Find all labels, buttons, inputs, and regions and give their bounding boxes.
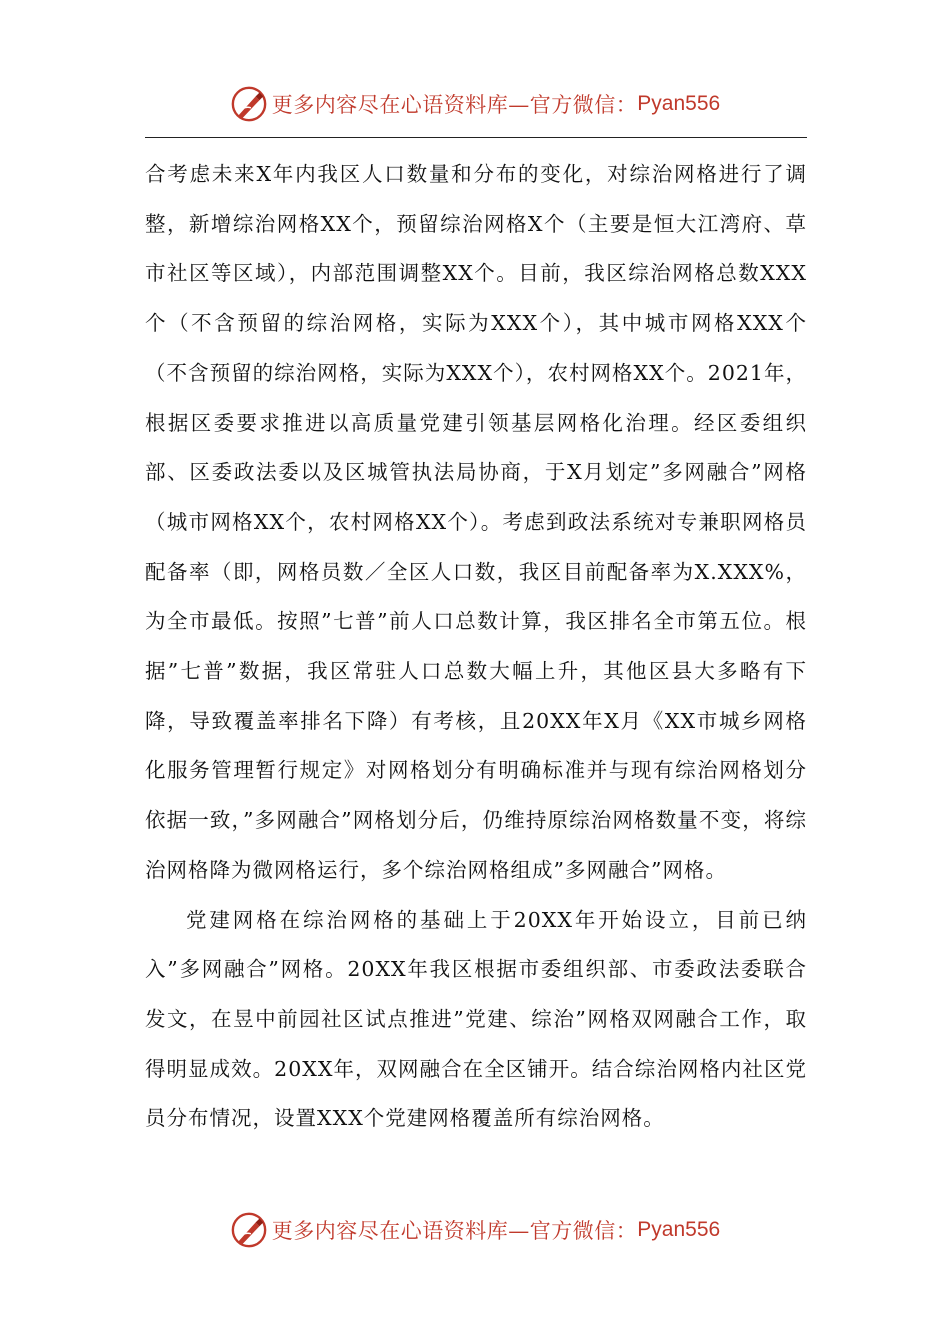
document-body <box>145 150 807 1144</box>
pen-logo-icon <box>230 1211 268 1249</box>
footer-banner <box>0 1210 950 1250</box>
pen-logo-icon <box>230 85 268 123</box>
header-banner-text: 更多内容尽在心语资料库—官方微信： <box>271 93 638 117</box>
header-divider <box>145 137 807 138</box>
paragraph: 党建网格在综治网格的基础上于20XX年开始设立，目前已纳入”多网融合”网格。20XX年我区根据市委组织部、市委政法委联合发文，在昱中前园社区试点推进”党建、综治”网格双网融合工作，取得明显成效。20XX年，双网融合在全区铺开。结合综治网格内社区党员分布情况，设置XXX个党建网格覆盖所有综治网格。 <box>145 907 807 1131</box>
header-banner <box>0 84 950 124</box>
paragraph: 合考虑未来X年内我区人口数量和分布的变化，对综治网格进行了调整，新增综治网格XX个，预留综治网格X个（主要是恒大江湾府、草市社区等区域），内部范围调整XX个。目前，我区综治网格总数XXX个（不含预留的综治网格，实际为XXX个），其中城市网格XXX个（不含预留的综治网格，实际为XXX个），农村网格XX个。2021年，根据区委要求推进以高质量党建引领基层网格化治理。经区委组织部、区委政法委以及区城管执法局协商，于X月划定”多网融合”网格（城市网格XX个，农村网格XX个）。考虑到政法系统对专兼职网格员配备率（即，网格员数／全区人口数，我区目前配备率为X.XXX%，为全市最低。按照”七普”前人口总数计算，我区排名全市第五位。根据”七普”数据，我区常驻人口总数大幅上升，其他区县大多略有下降，导致覆盖率排名下降）有考核，且20XX年X月《XX市城乡网格化服务管理暂行规定》对网格划分有明确标准并与现有综治网格划分依据一致，”多网融合”网格划分后，仍维持原综治网格数量不变，将综治网格降为微网格运行，多个综治网格组成”多网融合”网格。 <box>145 162 807 882</box>
footer-banner-text: 更多内容尽在心语资料库—官方微信： <box>271 1219 638 1243</box>
header-wechat-id: Pyan556 <box>637 92 721 115</box>
footer-wechat-id: Pyan556 <box>637 1218 721 1241</box>
